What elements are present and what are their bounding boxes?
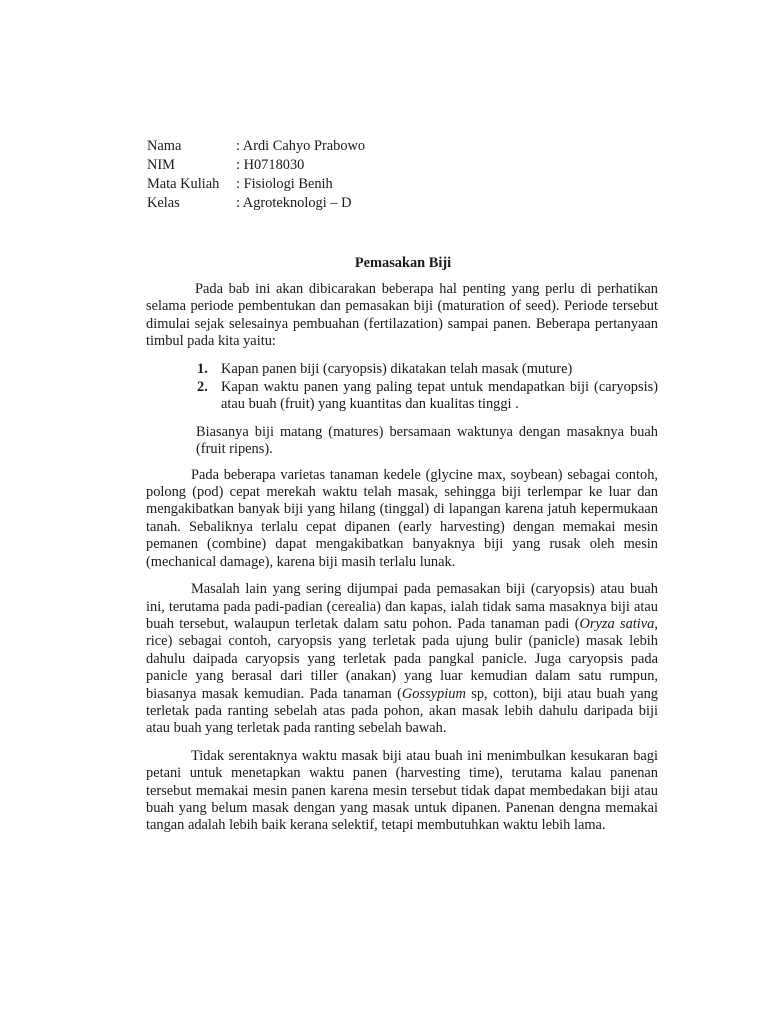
info-value: : Agroteknologi – D [236, 195, 352, 211]
rice-text-2: , rice) sebagai contoh, caryopsis yang terletak pada ujung bulir (panicle) masak lebih dahulu daipada caryopsis yang terletak pada pangkal panicle. Juga caryopsis pada panicle yang berasal dari tiller (anakan) yang luar kemudian dalam satu rumpun, biasanya masak kemudian. Pada tanaman ( [146, 615, 658, 702]
list-item [146, 379, 658, 414]
question-list [146, 361, 658, 414]
rice-paragraph [146, 581, 658, 738]
list-number: 2. [197, 379, 208, 396]
list-text: Kapan panen biji (caryopsis) dikatakan telah masak (muture) [221, 360, 573, 377]
list-number: 1. [197, 360, 208, 377]
soybean-paragraph: Pada beberapa varietas tanaman kedele (glycine max, soybean) sebagai contoh, polong (pod) cepat merekah waktu telah masak, sehingga biji terlempar ke luar dan mengakibatkan banyak biji yang hilang (tinggal) di lapangan karena jatuh kepermukaan tanah. Sebaliknya terlalu cepat dipanen (early harvesting) dengan memakai mesin pemanen (combine) dapat mengakibatkan banyaknya biji yang rusak oleh mesin (mechanical damage), karena biji masih terlalu lunak. [146, 466, 658, 570]
rice-text-3: sp, cotton), biji atau buah yang terletak pada ranting sebelah atas pada pohon, akan masak lebih dahulu daripada biji atau buah yang terletak pada ranting sebelah bawah. [146, 685, 658, 737]
harvest-paragraph: Tidak serentaknya waktu masak biji atau buah ini menimbulkan kesukaran bagi petani untuk menetapkan waktu panen (harvesting time), terutama kalau panenan tersebut memakai mesin panen karena mesin tersebut tidak dapat membedakan biji atau buah yang belum masak dengan yang masak untuk dipanen. Panenan dengna memakai tangan adalah lebih baik kerana selektif, tetapi membutuhkan waktu lebih lama. [146, 747, 658, 834]
info-label: Nama [147, 138, 182, 154]
info-label: Kelas [147, 195, 180, 211]
info-row-name [147, 137, 365, 156]
info-row-course [147, 175, 365, 194]
info-value: : Ardi Cahyo Prabowo [236, 138, 366, 154]
info-label: NIM [147, 157, 175, 173]
rice-text-1: Masalah lain yang sering dijumpai pada pemasakan biji (caryopsis) atau buah ini, terutama pada padi-padian (cerealia) dan kapas, ialah tidak sama masaknya biji atau buah tersebut, walaupun terletak dalam satu pohon. Pada tanaman padi ( [146, 581, 658, 632]
intro-paragraph: Pada bab ini akan dibicarakan beberapa hal penting yang perlu di perhatikan selama periode pembentukan dan pemasakan biji (maturation of seed). Periode tersebut dimulai sejak selesainya pembuahan (fertilazation) sampai panen. Beberapa pertanyaan timbul pada kita yaitu: [146, 281, 658, 350]
species-oryza: Oryza sativa [579, 615, 655, 632]
list-item [146, 361, 658, 378]
info-value: : Fisiologi Benih [236, 176, 333, 192]
note-paragraph: Biasanya biji matang (matures) bersamaan waktunya dengan masaknya buah (fruit ripens). [196, 423, 658, 458]
list-text: Kapan waktu panen yang paling tepat untuk mendapatkan biji (caryopsis) atau buah (fruit) yang kuantitas dan kualitas tinggi . [221, 379, 658, 413]
info-row-class [147, 194, 365, 213]
info-row-nim [147, 156, 365, 175]
document-body [146, 281, 658, 845]
species-gossypium: Gossypium [401, 685, 466, 702]
info-value: : H0718030 [236, 157, 305, 173]
info-label: Mata Kuliah [147, 176, 220, 192]
document-title: Pemasakan Biji [354, 255, 452, 271]
student-info [147, 137, 365, 213]
